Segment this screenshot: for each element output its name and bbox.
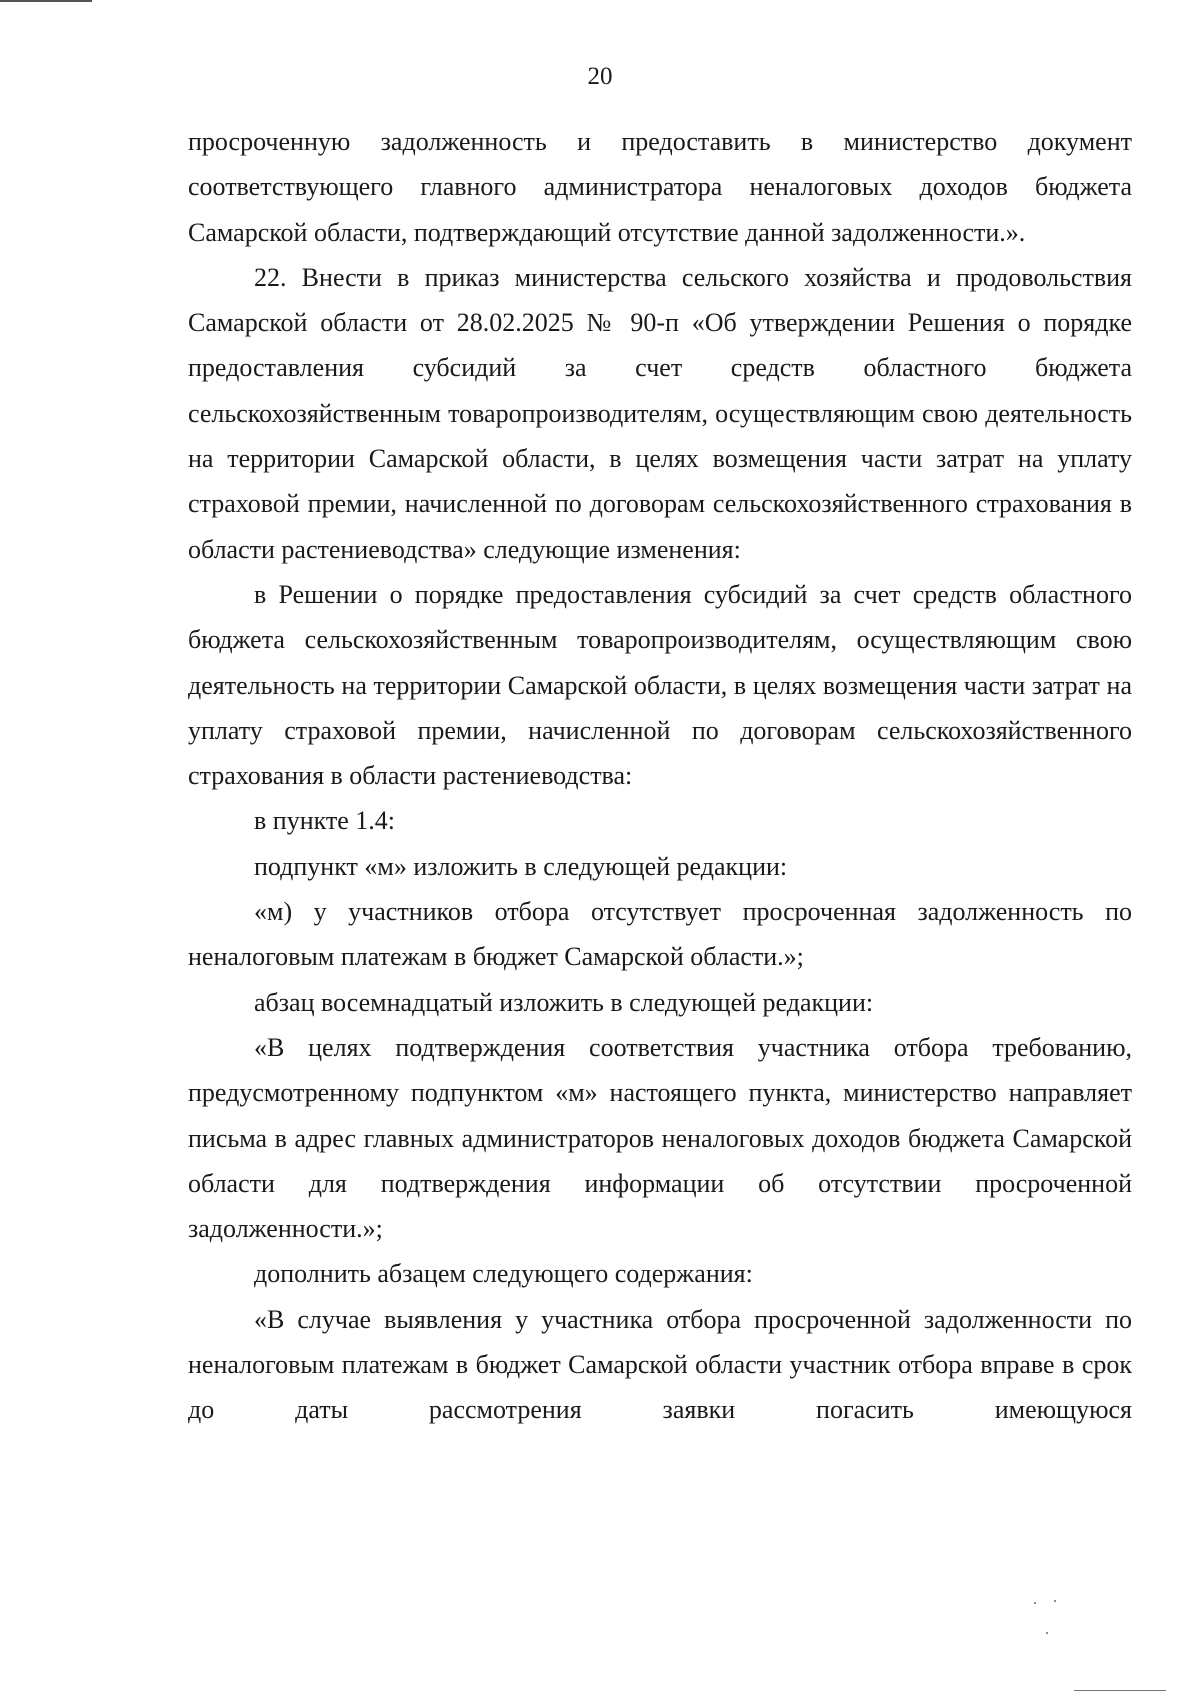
paragraph-decision-changes: в Решении о порядке предоставления субсидий за счет средств областного бюджета сельскохозяйственным товаропроизводителям, осуществляющим свою деятельность на территории Самарской области, в целях возмещения части затрат на уплату страховой премии, начисленной по договорам сельскохозяйственного страхования в области растениеводства:: [188, 579, 1132, 791]
scan-bottom-mark: [1074, 1690, 1166, 1691]
scan-edge-mark: [0, 0, 92, 2]
document-body: [188, 119, 1132, 1433]
paragraph-add-abzac-text: «В случае выявления у участника отбора просроченной задолженности по неналоговым платежам в бюджет Самарской области участник отбора вправе в срок до даты рассмотрения заявки погасить имеющуюся: [188, 1304, 1132, 1425]
paragraph-subpoint-m-text: «м) у участников отбора отсутствует просроченная задолженность по неналоговым платежам в бюджет Самарской области.»;: [188, 897, 1132, 972]
paragraph-abzac-18-intro: абзац восемнадцатый изложить в следующей редакции:: [254, 987, 874, 1017]
scan-specks: [1030, 1600, 1070, 1640]
paragraph-add-abzac-intro: дополнить абзацем следующего содержания:: [254, 1259, 753, 1289]
scan-speck: [1046, 1632, 1048, 1634]
page-number: 20: [587, 63, 613, 90]
scan-speck: [1054, 1600, 1056, 1602]
scan-speck: [1034, 1602, 1036, 1604]
paragraph-item-22: 22. Внести в приказ министерства сельского хозяйства и продовольствия Самарской области от 28.02.2025 № 90-п «Об утверждении Решения о порядке предоставления субсидий за счет средств областного бюджета сельскохозяйственным товаропроизводителям, осуществляющим свою деятельность на территории Самарской области, в целях возмещения части затрат на уплату страховой премии, начисленной по договорам сельскохозяйственного страхования в области растениеводства» следующие изменения:: [188, 262, 1132, 564]
paragraph-continuation: просроченную задолженность и предоставить в министерство документ соответствующего главного администратора неналоговых доходов бюджета Самарской области, подтверждающий отсутствие данной задолженности.».: [188, 127, 1132, 247]
paragraph-point-1-4: в пункте 1.4:: [254, 806, 396, 836]
paragraph-abzac-18-text: «В целях подтверждения соответствия участника отбора требованию, предусмотренному подпунктом «м» настоящего пункта, министерство направляет письма в адрес главных администраторов неналоговых доходов бюджета Самарской области для подтверждения информации об отсутствии просроченной задолженности.»;: [188, 1032, 1132, 1244]
paragraph-subpoint-m-intro: подпункт «м» изложить в следующей редакции:: [254, 851, 788, 881]
